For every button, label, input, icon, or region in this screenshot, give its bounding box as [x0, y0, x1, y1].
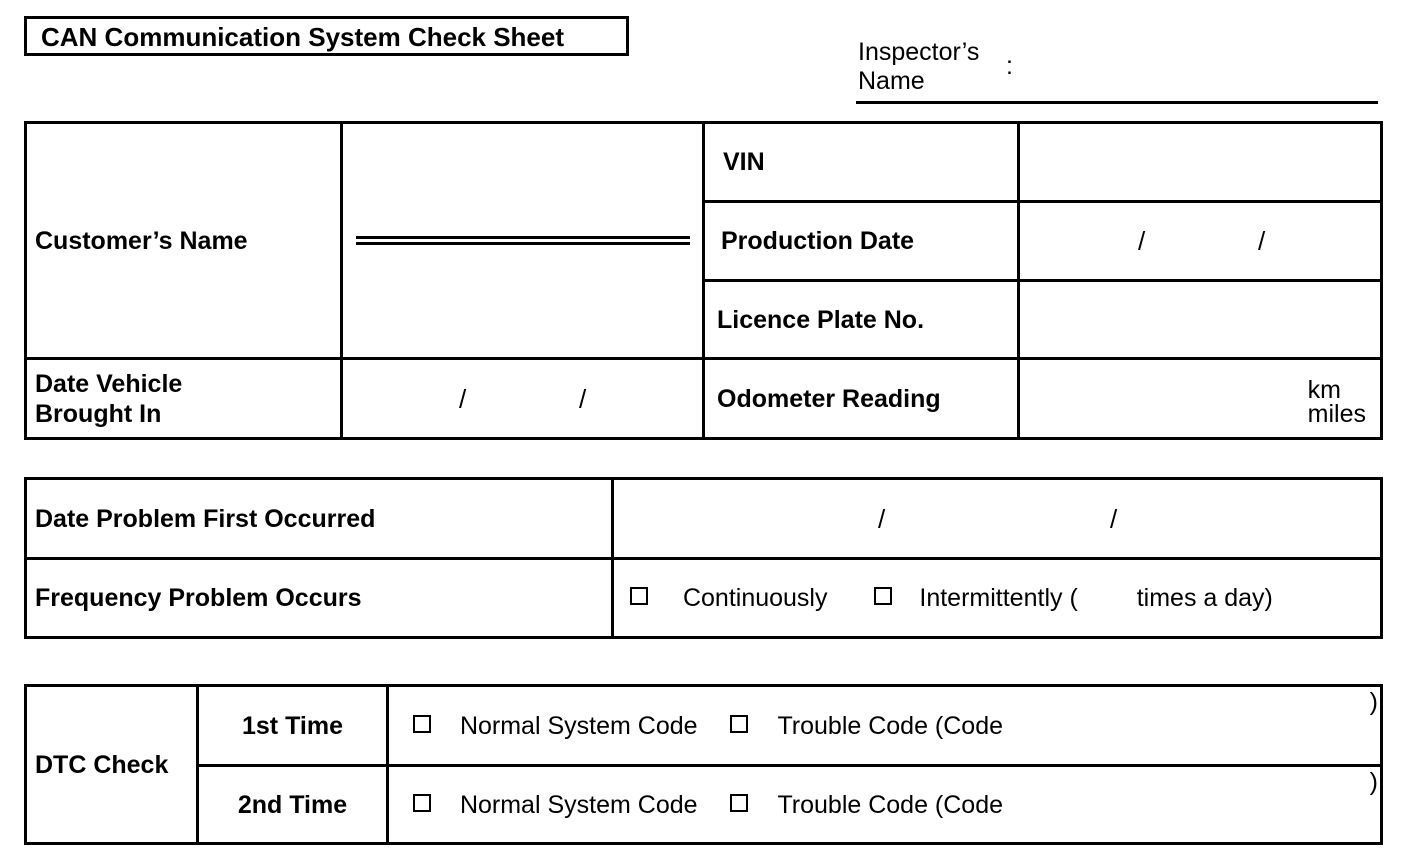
- vin-label: VIN: [704, 123, 1019, 202]
- continuously-label: Continuously: [682, 584, 828, 612]
- inspector-name-field[interactable]: [856, 101, 1378, 104]
- first-normal-code-label: Normal System Code: [459, 711, 698, 740]
- second-time-label: 2nd Time: [198, 766, 388, 844]
- first-trouble-code-checkbox[interactable]: [730, 715, 748, 733]
- vin-field[interactable]: [1019, 123, 1382, 202]
- second-time-options: [388, 766, 1382, 844]
- production-date-field[interactable]: / /: [1019, 202, 1382, 281]
- times-a-day-label: times a day): [1136, 584, 1273, 612]
- second-close-paren: ): [1369, 768, 1378, 796]
- problem-table: [24, 477, 1383, 639]
- second-trouble-code-checkbox[interactable]: [730, 794, 748, 812]
- inspector-name-label: Inspector’s Name: [858, 38, 980, 95]
- intermittently-label: Intermittently (: [919, 584, 1078, 612]
- date-first-occurred-label: Date Problem First Occurred: [26, 479, 613, 559]
- date-brought-in-field[interactable]: / /: [342, 359, 704, 439]
- date-brought-in-label: Date Vehicle Brought In: [26, 359, 342, 439]
- dtc-check-table: [24, 684, 1383, 845]
- sheet-title: CAN Communication System Check Sheet: [24, 16, 629, 56]
- odometer-label: Odometer Reading: [704, 359, 1019, 439]
- inspector-colon: :: [1006, 52, 1013, 80]
- continuously-checkbox[interactable]: [630, 587, 648, 605]
- first-time-label: 1st Time: [198, 686, 388, 766]
- frequency-options: [613, 559, 1382, 638]
- odometer-field[interactable]: [1019, 359, 1382, 439]
- frequency-label: Frequency Problem Occurs: [26, 559, 613, 638]
- production-date-label: Production Date: [704, 202, 1019, 281]
- second-normal-code-checkbox[interactable]: [413, 794, 431, 812]
- first-normal-code-checkbox[interactable]: [413, 715, 431, 733]
- second-trouble-code-label: Trouble Code (Code: [777, 790, 1004, 819]
- vehicle-info-table: [24, 121, 1383, 440]
- first-time-options: [388, 686, 1382, 766]
- dtc-check-label: DTC Check: [26, 686, 198, 844]
- date-first-occurred-field[interactable]: / /: [613, 479, 1382, 559]
- customers-name-field[interactable]: [342, 123, 704, 359]
- first-close-paren: ): [1369, 688, 1378, 716]
- licence-plate-label: Licence Plate No.: [704, 281, 1019, 359]
- name-double-line: [356, 236, 690, 245]
- second-normal-code-label: Normal System Code: [459, 790, 698, 819]
- intermittently-checkbox[interactable]: [874, 587, 892, 605]
- licence-plate-field[interactable]: [1019, 281, 1382, 359]
- odometer-units: km miles: [1307, 376, 1366, 428]
- first-trouble-code-label: Trouble Code (Code: [777, 711, 1004, 740]
- customers-name-label: Customer’s Name: [26, 123, 342, 359]
